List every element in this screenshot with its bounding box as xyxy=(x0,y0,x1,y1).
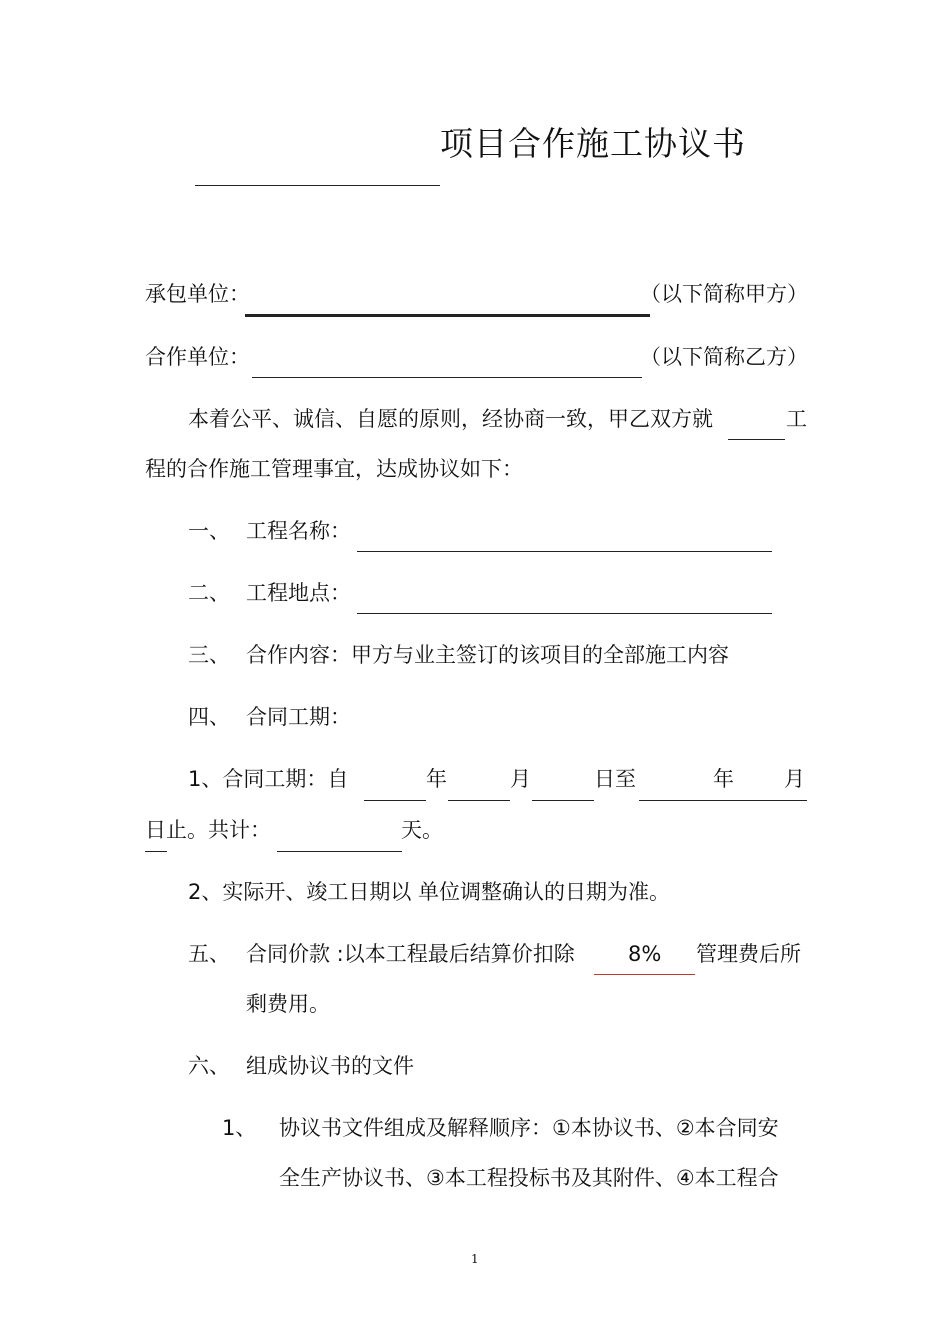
section-2-label: 工程地点： xyxy=(246,581,351,605)
section-6-item-1-line-1: 协议书文件组成及解释顺序：①本协议书、②本合同安 xyxy=(279,1116,779,1140)
end-month-label: 月 xyxy=(784,767,805,791)
section-5-text-end: 管理费后所 xyxy=(696,942,801,966)
start-day-blank[interactable] xyxy=(532,800,594,801)
title-underline xyxy=(195,185,440,186)
partner-blank[interactable] xyxy=(252,377,642,378)
partner-label: 合作单位： xyxy=(145,345,250,369)
duration-end-label: 日止。共计： xyxy=(145,818,271,842)
start-month-blank[interactable] xyxy=(448,800,510,801)
days-unit-label: 天。 xyxy=(401,818,443,842)
section-4-number: 四、 xyxy=(188,705,230,729)
section-1-number: 一、 xyxy=(188,519,230,543)
section-2-number: 二、 xyxy=(188,581,230,605)
start-day-to-label: 日至 xyxy=(594,767,636,791)
document-title: 项目合作施工协议书 xyxy=(440,124,746,163)
project-name-blank[interactable] xyxy=(728,439,785,440)
partner-suffix: （以下简称乙方） xyxy=(640,345,808,369)
actual-dates-text: 2、实际开、竣工日期以 单位调整确认的日期为准。 xyxy=(188,880,671,904)
contractor-label: 承包单位： xyxy=(145,282,250,306)
intro-line-1: 本着公平、诚信、自愿的原则，经协商一致，甲乙双方就 xyxy=(188,407,713,431)
duration-prefix: 1、合同工期：自 xyxy=(188,767,349,791)
section-4-label: 合同工期： xyxy=(246,705,351,729)
section-3-text: 合作内容：甲方与业主签订的该项目的全部施工内容 xyxy=(246,643,729,667)
start-year-label: 年 xyxy=(426,767,447,791)
project-location-field[interactable] xyxy=(357,613,772,614)
intro-line-1-end: 工 xyxy=(786,407,807,431)
section-5-number: 五、 xyxy=(188,942,230,966)
start-year-blank[interactable] xyxy=(364,800,426,801)
end-date-blank[interactable] xyxy=(639,800,807,801)
section-6-item-1-number: 1、 xyxy=(222,1116,257,1140)
page-number: 1 xyxy=(471,1252,479,1266)
section-6-label: 组成协议书的文件 xyxy=(246,1054,414,1078)
project-name-field[interactable] xyxy=(357,551,772,552)
section-1-label: 工程名称： xyxy=(246,519,351,543)
intro-line-2: 程的合作施工管理事宜，达成协议如下： xyxy=(145,457,523,481)
section-5-text-line2: 剩费用。 xyxy=(246,992,330,1016)
end-day-blank[interactable] xyxy=(145,851,167,852)
start-month-label: 月 xyxy=(510,767,531,791)
section-5-text: 合同价款 :以本工程最后结算价扣除 xyxy=(246,942,575,966)
contractor-blank[interactable] xyxy=(245,314,650,317)
section-6-number: 六、 xyxy=(188,1054,230,1078)
section-3-number: 三、 xyxy=(188,643,230,667)
end-year-label: 年 xyxy=(713,767,734,791)
total-days-blank[interactable] xyxy=(277,851,402,852)
management-fee-underline xyxy=(594,974,695,975)
contractor-suffix: （以下简称甲方） xyxy=(640,282,808,306)
management-fee-percent: 8% xyxy=(628,942,662,966)
section-6-item-1-line-2: 全生产协议书、③本工程投标书及其附件、④本工程合 xyxy=(279,1166,779,1190)
